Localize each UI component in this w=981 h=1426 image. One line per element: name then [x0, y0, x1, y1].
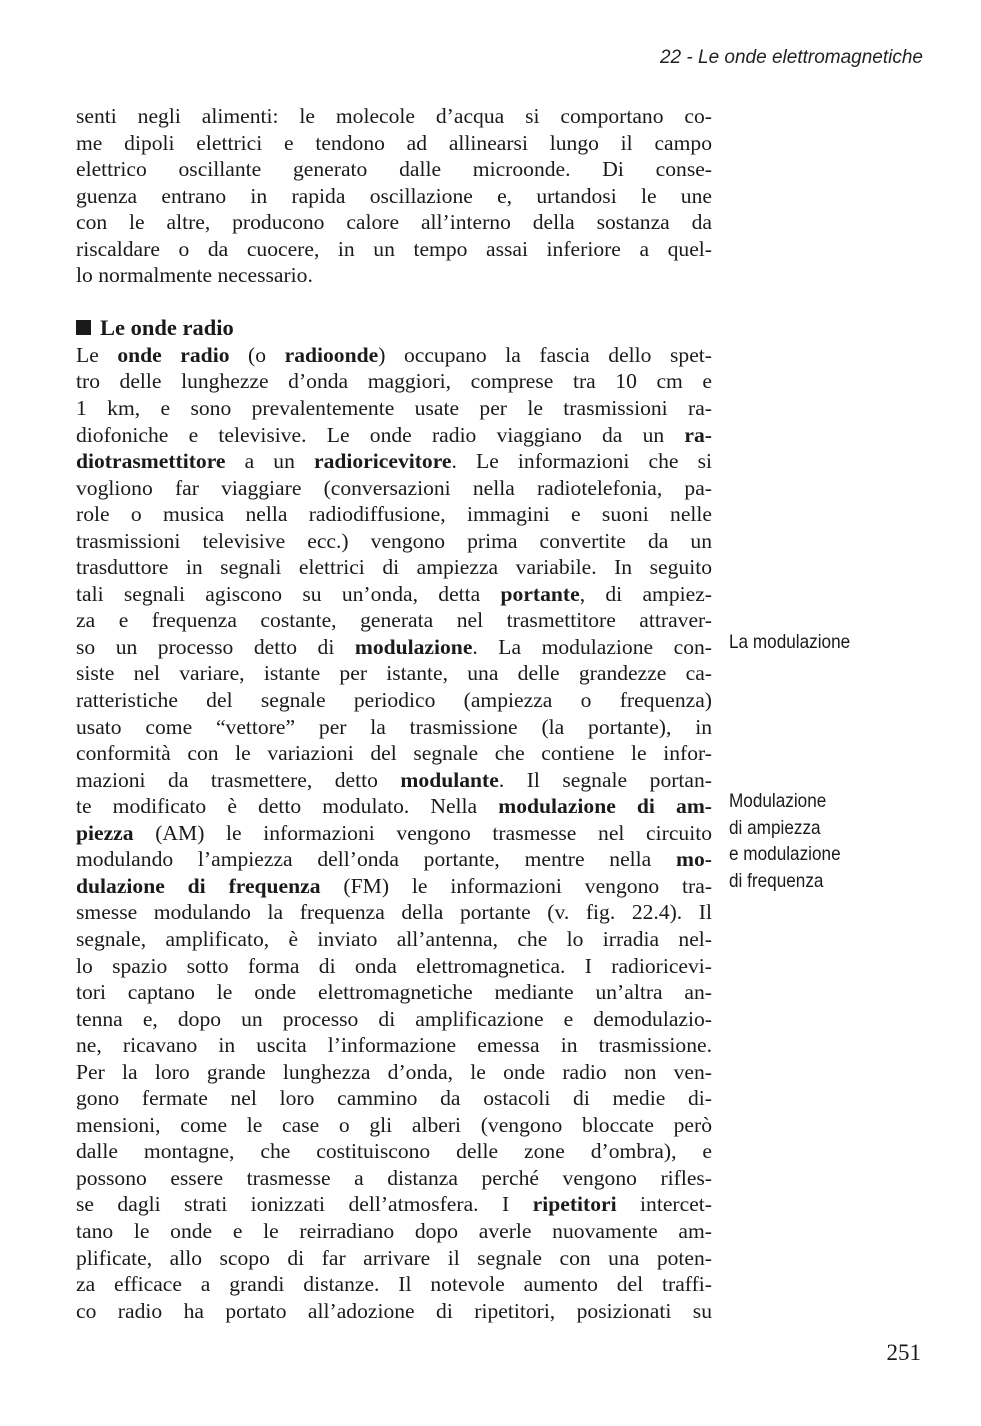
running-head: 22 - Le onde elettromagnetiche [659, 47, 923, 68]
text-segment: co radio ha portato all’adozione di ripetitori, posizionati su [76, 1298, 712, 1323]
page-number: 251 [886, 1340, 921, 1365]
bold-term: diotrasmettitore [76, 449, 226, 474]
text-segment: intercet- [616, 1192, 712, 1217]
text-line [76, 448, 712, 475]
text-line [76, 554, 712, 581]
text-segment: (FM) le informazioni vengono tra- [320, 873, 713, 898]
text-line [76, 979, 712, 1006]
text-segment: ratteristiche del segnale periodico (ampiezza o frequenza) [76, 688, 712, 713]
text-segment: tro delle lunghezze d’onda maggiori, comprese tra 10 cm e [76, 369, 712, 394]
bold-term: mo- [676, 847, 712, 872]
text-line: riscaldare o da cuocere, in un tempo assai inferiore a quel- [76, 236, 712, 261]
text-line [76, 1138, 712, 1165]
text-line [76, 899, 712, 926]
text-segment: (o [229, 342, 285, 367]
text-segment: te modificato è detto modulato. Nella [76, 794, 499, 819]
text-line [76, 501, 712, 528]
text-line [76, 634, 712, 661]
text-segment: smesse modulando la frequenza della portante (v. fig. 22.4). Il [76, 900, 712, 925]
text-line [76, 368, 712, 395]
text-segment: so un processo detto di [76, 634, 355, 659]
text-segment: tano le onde e le reirradiano dopo averle nuovamente am- [76, 1218, 712, 1243]
text-line [76, 687, 712, 714]
text-segment: . La modulazione con- [472, 634, 712, 659]
text-line [76, 820, 712, 847]
text-line [76, 607, 712, 634]
text-line [76, 767, 712, 794]
text-line [76, 1165, 712, 1192]
text-line [76, 1006, 712, 1033]
text-line [76, 1085, 712, 1112]
text-segment: usato come “vettore” per la trasmissione (la portante), in [76, 714, 712, 739]
text-segment: , di ampiez- [579, 581, 712, 606]
bold-term: ripetitori [532, 1192, 617, 1217]
text-line [76, 1218, 712, 1245]
text-line [76, 1032, 712, 1059]
text-line [76, 1112, 712, 1139]
text-line [76, 395, 712, 422]
text-segment: siste nel variare, istante per istante, una delle grandezze ca- [76, 661, 712, 686]
text-segment: vogliono far viaggiare (conversazioni nella radiotelefonia, pa- [76, 475, 712, 500]
bold-term: modulante [400, 767, 499, 792]
bold-term: modulazione di am- [498, 794, 712, 819]
bold-term: ra- [684, 422, 712, 447]
text-segment: Per la loro grande lunghezza d’onda, le onde radio non ven- [76, 1059, 712, 1084]
text-segment: trasduttore in segnali elettrici di ampiezza variabile. In seguito [76, 555, 712, 580]
text-segment: plificate, allo scopo di far arrivare il segnale con una poten- [76, 1245, 712, 1270]
text-segment: possono essere trasmesse a distanza perché vengono rifles- [76, 1165, 712, 1190]
text-line [76, 528, 712, 555]
bold-term: radioricevitore [314, 449, 452, 474]
text-line [76, 422, 712, 449]
text-line [76, 793, 712, 820]
text-line: senti negli alimenti: le molecole d’acqua si comportano co- [76, 104, 712, 128]
margin-note-modulazione [729, 629, 905, 656]
section-paragraph [76, 342, 712, 1324]
margin-note-line: La modulazione [729, 631, 851, 653]
paragraph-gap [76, 289, 712, 316]
text-line [76, 581, 712, 608]
text-segment: za efficace a grandi distanze. Il notevole aumento del traffi- [76, 1272, 712, 1297]
text-segment: gono fermate nel loro cammino da ostacoli di medie di- [76, 1086, 712, 1111]
bold-term: modulazione [354, 634, 473, 659]
text-line: lo normalmente necessario. [76, 263, 313, 288]
text-segment: tori captano le onde elettromagnetiche mediante un’altra an- [76, 980, 712, 1005]
text-segment: Le [76, 342, 118, 367]
text-line [76, 1298, 712, 1325]
intro-paragraph [76, 103, 712, 289]
text-segment: segnale, amplificato, è inviato all’antenna, che lo irradia nel- [76, 926, 712, 951]
text-segment: mazioni da trasmettere, detto [76, 767, 401, 792]
margin-note-line: e modulazione [729, 843, 841, 865]
section-heading [76, 315, 712, 342]
text-line: me dipoli elettrici e tendono ad allinearsi lungo il campo [76, 130, 712, 155]
text-segment: se dagli strati ionizzati dell’atmosfera. I [76, 1192, 533, 1217]
text-segment: diofoniche e televisive. Le onde radio viaggiano da un [76, 422, 685, 447]
text-line: con le altre, producono calore all’interno della sostanza da [76, 210, 712, 235]
text-segment: . Il segnale portan- [498, 767, 712, 792]
text-segment: 1 km, e sono prevalentemente usate per le trasmissioni ra- [76, 396, 712, 421]
text-line [76, 846, 712, 873]
text-segment: a un [225, 449, 314, 474]
text-line [76, 1245, 712, 1272]
bold-term: piezza [76, 820, 134, 845]
bold-term: radioonde [284, 342, 379, 367]
text-segment: (AM) le informazioni vengono trasmesse nel circuito [133, 820, 712, 845]
text-line: guenza entrano in rapida oscillazione e, urtandosi le une [76, 183, 712, 208]
text-segment: modulando l’ampiezza dell’onda portante, mentre nella [76, 847, 677, 872]
text-segment: conformità con le variazioni del segnale che contiene le infor- [76, 741, 712, 766]
text-line [76, 740, 712, 767]
margin-note-line: di frequenza [729, 869, 824, 892]
text-line [76, 953, 712, 980]
bold-term: portante [500, 581, 580, 606]
text-segment: trasmissioni televisive ecc.) vengono prima convertite da un [76, 528, 712, 553]
text-line [76, 873, 712, 900]
text-segment: . Le informazioni che si [451, 449, 712, 474]
text-line [76, 475, 712, 502]
main-text-column [76, 103, 712, 1324]
text-line: elettrico oscillante generato dalle microonde. Di conse- [76, 157, 712, 182]
text-segment: lo spazio sotto forma di onda elettromagnetica. I radioricevi- [76, 953, 712, 978]
square-bullet-icon [76, 320, 91, 335]
bold-term: dulazione di frequenza [76, 873, 321, 898]
margin-note-line: di ampiezza [729, 816, 821, 839]
text-line [76, 660, 712, 687]
text-line [76, 1059, 712, 1086]
text-segment: ne, ricavano in uscita l’informazione emessa in trasmissione. [76, 1033, 712, 1058]
text-segment: tali segnali agiscono su un’onda, detta [76, 581, 501, 606]
text-line [76, 1191, 712, 1218]
text-segment: ) occupano la fascia dello spet- [378, 342, 712, 367]
text-segment: mensioni, come le case o gli alberi (vengono bloccate però [76, 1112, 712, 1137]
section-heading-text: Le onde radio [100, 315, 234, 341]
margin-note-line: Modulazione [729, 790, 827, 812]
text-line [76, 1271, 712, 1298]
text-segment: za e frequenza costante, generata nel trasmettitore attraver- [76, 608, 712, 633]
text-segment: tenna e, dopo un processo di amplificazione e demodulazio- [76, 1006, 712, 1031]
text-segment: role o musica nella radiodiffusione, immagini e suoni nelle [76, 502, 712, 527]
bold-term: onde radio [117, 342, 230, 367]
text-line [76, 714, 712, 741]
margin-note-am-fm [729, 788, 905, 894]
text-segment: dalle montagne, che costituiscono delle zone d’ombra), e [76, 1139, 712, 1164]
text-line [76, 342, 712, 369]
text-line [76, 926, 712, 953]
